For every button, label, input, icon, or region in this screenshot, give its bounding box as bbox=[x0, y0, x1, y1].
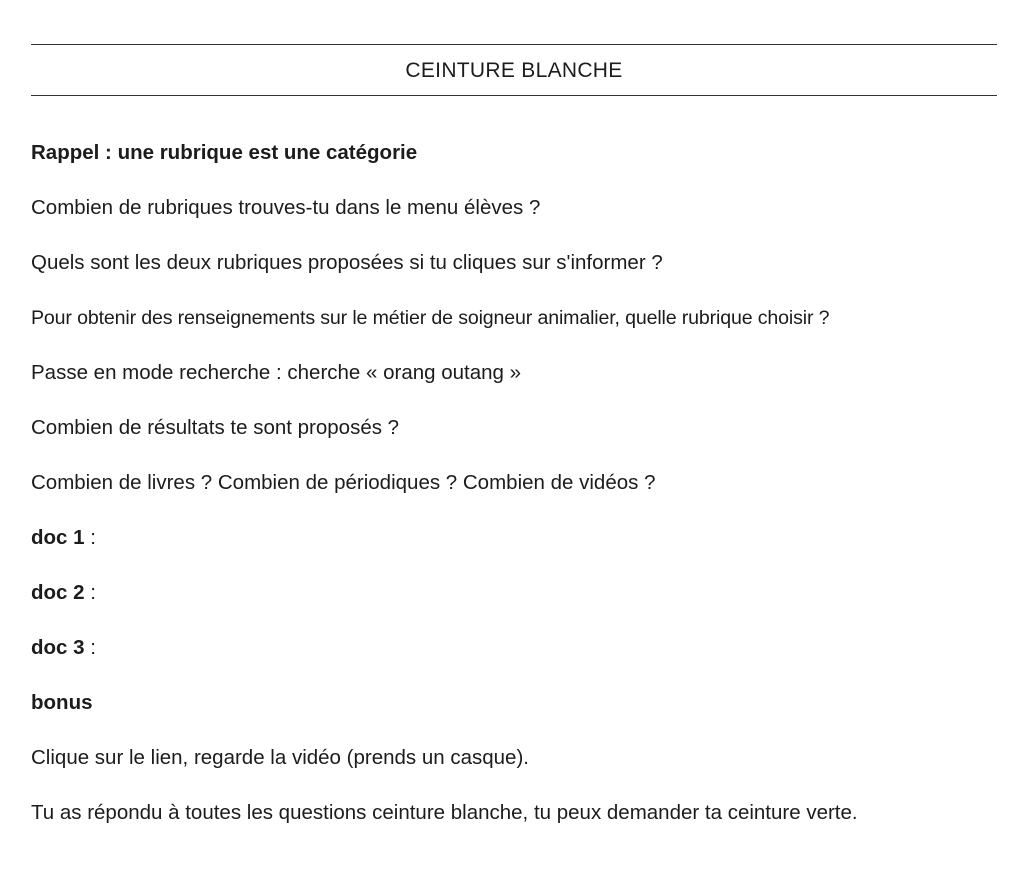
doc-label: doc 2 bbox=[31, 581, 85, 604]
question-line: Combien de livres ? Combien de périodiques ? Combien de vidéos ? bbox=[31, 471, 656, 494]
doc-line bbox=[31, 524, 997, 579]
question-line: Combien de résultats te sont proposés ? bbox=[31, 416, 400, 439]
doc-line bbox=[31, 634, 997, 689]
bottom-divider bbox=[31, 95, 997, 96]
question-line: Quels sont les deux rubriques proposées si tu cliques sur s'informer ? bbox=[31, 251, 663, 274]
doc-colon: : bbox=[84, 636, 96, 659]
closing-line: Tu as répondu à toutes les questions ceinture blanche, tu peux demander ta ceinture verte. bbox=[31, 801, 858, 824]
instruction-line: Passe en mode recherche : cherche « orang outang » bbox=[31, 361, 522, 384]
section-title: CEINTURE BLANCHE bbox=[405, 59, 623, 82]
doc-line bbox=[31, 579, 997, 634]
question-line: Pour obtenir des renseignements sur le métier de soigneur animalier, quelle rubrique choisir ? bbox=[31, 307, 830, 329]
instruction-line: Clique sur le lien, regarde la vidéo (prends un casque). bbox=[31, 746, 529, 769]
question-list bbox=[31, 139, 997, 854]
doc-label: doc 1 bbox=[31, 526, 85, 549]
bonus-heading: bonus bbox=[31, 691, 93, 714]
question-line: Combien de rubriques trouves-tu dans le menu élèves ? bbox=[31, 196, 541, 219]
reminder-line: Rappel : une rubrique est une catégorie bbox=[31, 141, 418, 164]
doc-colon: : bbox=[84, 526, 96, 549]
top-divider bbox=[31, 44, 997, 45]
doc-label: doc 3 bbox=[31, 636, 85, 659]
doc-colon: : bbox=[84, 581, 96, 604]
